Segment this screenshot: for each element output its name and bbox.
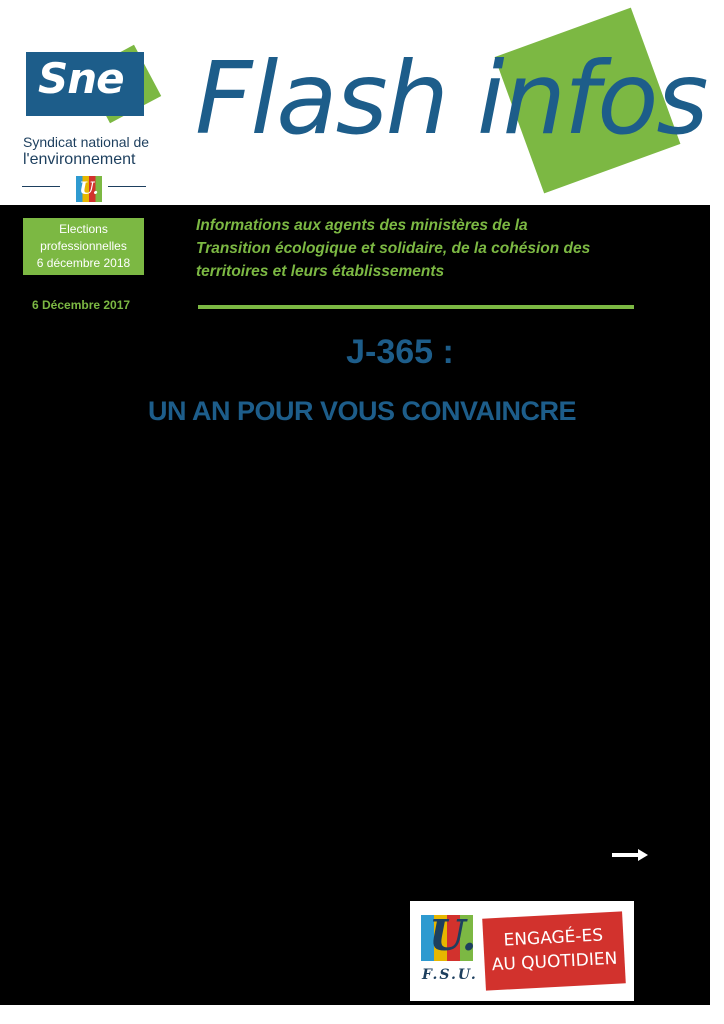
fsu-logo-icon xyxy=(421,911,477,961)
election-line1: Elections xyxy=(59,222,108,236)
main-subtitle: UN AN POUR VOUS CONVAINCRE xyxy=(147,396,577,426)
logo-divider-left xyxy=(22,186,60,187)
logo-divider-right xyxy=(108,186,146,187)
fsu-logo-letter: U. xyxy=(429,911,477,960)
logo-text: Sne xyxy=(38,54,124,103)
issue-date: 6 Décembre 2017 xyxy=(32,298,131,312)
slogan-line2: AU QUOTIDIEN xyxy=(491,948,618,976)
election-line3: 6 décembre 2018 xyxy=(36,256,131,270)
fsu-mini-badge-icon xyxy=(75,175,103,203)
election-line2: professionnelles xyxy=(40,239,127,253)
content-area xyxy=(0,205,710,1005)
mini-badge-letter: U. xyxy=(79,179,99,199)
slogan-line1: ENGAGÉ-ES xyxy=(503,925,604,951)
intro-line1: Informations aux agents des ministères de la xyxy=(196,217,528,234)
intro-line3: territoires et leurs établissements xyxy=(196,263,445,280)
engagement-banner xyxy=(410,901,634,1001)
header xyxy=(0,0,710,205)
election-box xyxy=(23,218,144,275)
logo-caption-line1: Syndicat national de xyxy=(23,134,150,150)
logo-blue-box xyxy=(26,52,144,116)
slogan-panel xyxy=(482,911,626,990)
green-divider xyxy=(198,305,634,309)
logo-caption xyxy=(23,134,153,168)
logo-caption-line2: l'environnement xyxy=(23,151,136,168)
intro-line2: Transition écologique et solidaire, de la cohésion des xyxy=(196,240,591,257)
sne-logo xyxy=(20,46,150,206)
page-title: Flash infos xyxy=(195,40,707,157)
fsu-text: F.S.U. xyxy=(422,967,478,983)
main-title: J-365 : xyxy=(346,333,454,371)
arrow-right-icon xyxy=(612,849,648,861)
intro-text xyxy=(196,214,636,283)
